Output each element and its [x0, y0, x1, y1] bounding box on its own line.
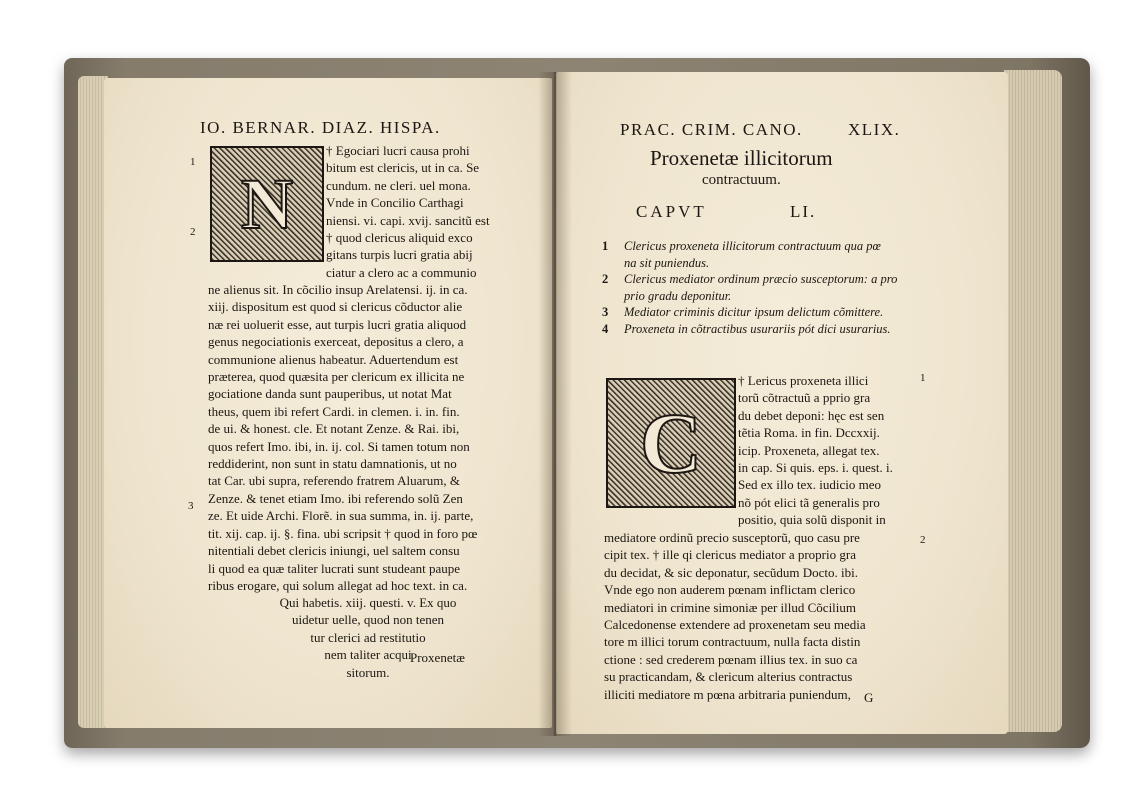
- initial-letter: C: [639, 395, 703, 491]
- chapter-title-line2: contractuum.: [702, 172, 781, 188]
- text-line: reddiderint, non sunt in statu damnationis, ut no: [208, 456, 457, 472]
- text-line: xiij. dispositum est quod si clericus cõductor alie: [208, 299, 463, 315]
- text-line: bitum est clericis, ut in ca. Se: [326, 160, 480, 176]
- text-line: torũ cõtractuũ a pprio gra: [738, 390, 871, 406]
- summary-item-2-cont: prio gradu deponitur.: [624, 288, 732, 303]
- text-line: ze. Et uide Archi. Florẽ. in sua summa, in. ij. parte,: [208, 508, 474, 524]
- text-line: tore m illici torum contractuum, nulla facta distin: [604, 634, 861, 650]
- summary-item-2: 2 Clericus mediator ordinum præcio susceptorum: a pro: [602, 272, 898, 287]
- text-line: genus negociationis exerceat, depositus a clero, a: [208, 334, 464, 350]
- right-page-edges: [1004, 70, 1062, 732]
- text-line: tur clerici ad restitutio: [310, 629, 426, 645]
- text-line: Vnde ego non auderem pœnam inflictam clerico: [604, 582, 856, 598]
- text-line: uidetur uelle, quod non tenen: [292, 612, 444, 628]
- text-line: su practicandam, & clericum alterius contractus: [604, 669, 853, 685]
- text-line: cundum. ne cleri. uel mona.: [326, 177, 471, 193]
- book-gutter: [538, 72, 572, 736]
- text-line: illiciti mediatore m pœna arbitraria puniendum,: [604, 686, 851, 702]
- left-text-beside-initial: [326, 142, 526, 281]
- text-line: tat Car. ubi supra, referendo fratrem Aluarum, &: [208, 473, 460, 489]
- right-body-text: [604, 529, 914, 703]
- right-text-beside-initial: [738, 372, 910, 529]
- left-margin-number-2: 2: [190, 226, 196, 238]
- text-line: præterea, quod quæsita per clericum ex illicita ne: [208, 369, 465, 385]
- caput-label: CAPVT: [636, 202, 707, 221]
- text-line: nitentiali debet clericis iniungi, uel saltem consu: [208, 543, 460, 559]
- left-margin-number-1: 1: [190, 156, 196, 168]
- chapter-title-line1: Proxenetæ illicitorum: [650, 146, 833, 170]
- text-line: Zenze. & tenet etiam Imo. ibi referendo solũ Zen: [208, 490, 463, 506]
- summary-item-1: 1 Clericus proxeneta illicitorum contractuum qua pœ: [602, 239, 881, 253]
- text-line: mediatori in crimine simoniæ per illud Cõcilium: [604, 599, 857, 615]
- text-line: Sed ex illo tex. iudicio meo: [738, 477, 881, 493]
- text-line: ribus erogare, qui solum allegat ad hoc text. in ca.: [208, 577, 468, 593]
- text-line: cipit tex. † ille qi clericus mediator a proprio gra: [604, 547, 856, 563]
- text-line: communione alienus habeatur. Aduertendum est: [208, 351, 459, 367]
- text-line: Qui habetis. xiij. questi. v. Ex quo: [279, 595, 457, 610]
- summary-item-1-cont: na sit puniendus.: [624, 255, 710, 270]
- left-body-text: [208, 281, 528, 594]
- signature-mark: G: [864, 690, 874, 705]
- summary-item-4: 4 Proxeneta in cõtractibus usurariis pót dici usurarius.: [602, 321, 891, 336]
- text-line: tit. xij. cap. ij. §. fina. ubi scripsit † quod in foro pœ: [208, 525, 478, 541]
- left-margin-number-3: 3: [188, 500, 194, 512]
- text-line: † Egociari lucri causa prohi: [326, 143, 470, 158]
- initial-letter: N: [241, 163, 293, 244]
- text-line: ctione : sed crederem pœnam illius tex. in suo ca: [604, 651, 858, 667]
- text-line: mediatore ordinũ precio susceptorũ, quo casu pre: [604, 530, 860, 545]
- text-line: nõ pót elici tã generalis pro: [738, 494, 880, 510]
- text-line: icip. Proxeneta, allegat tex.: [738, 442, 880, 458]
- right-margin-number-1: 1: [920, 372, 926, 384]
- text-line: du decidat, & sic deponatur, secũdum Docto. ibi.: [604, 564, 859, 580]
- right-running-head: PRAC. CRIM. CANO.: [620, 120, 803, 139]
- decorated-initial-c: [606, 378, 736, 508]
- text-line: positio, quia solũ disponit in: [738, 512, 886, 528]
- left-closing-text: [208, 594, 528, 681]
- text-line: niensi. vi. capi. xvij. sancitũ est: [326, 212, 490, 228]
- summary-item-3: 3 Mediator criminis dicitur ipsum delictum cõmittere.: [602, 305, 884, 320]
- right-page: [556, 72, 1008, 734]
- text-line: li quod ea quæ taliter lucrati sunt studeant paupe: [208, 560, 460, 576]
- left-running-head: IO. BERNAR. DIAZ. HISPA.: [200, 118, 441, 137]
- text-line: † Lericus proxeneta illici: [738, 373, 869, 388]
- text-line: næ rei uoluerit esse, aut turpis lucri gratia aliquod: [208, 316, 467, 332]
- caput-number: LI.: [790, 202, 817, 221]
- text-line: Calcedonense extendere ad proxenetam seu media: [604, 617, 866, 633]
- text-line: tẽtia Roma. in fin. Dccxxij.: [738, 425, 880, 441]
- text-line: sitorum.: [346, 664, 390, 680]
- folio-number: XLIX.: [848, 120, 901, 139]
- text-line: ne alienus sit. In cõcilio insup Arelatensi. ij. in ca.: [208, 282, 468, 297]
- text-line: ciatur a clero ac a communio: [326, 264, 477, 280]
- text-line: in cap. Si quis. eps. i. quest. i.: [738, 460, 893, 476]
- text-line: de ui. & honest. cle. Et notant Zenze. & Rai. ibi,: [208, 421, 460, 437]
- text-line: gociatione danda sunt pauperibus, ut notat Mat: [208, 386, 452, 402]
- text-line: du debet deponi: hęc est sen: [738, 407, 885, 423]
- catchword: Proxenetæ: [410, 650, 465, 665]
- left-page: [104, 78, 552, 728]
- text-line: Vnde in Concilio Carthagi: [326, 195, 464, 211]
- chapter-summary: [602, 238, 952, 338]
- text-line: theus, quem ibi refert Cardi. in clemen. i. in. fin.: [208, 403, 460, 419]
- text-line: gitans turpis lucri gratia abij: [326, 247, 473, 263]
- text-line: nem taliter acqui: [324, 647, 412, 663]
- right-margin-number-2: 2: [920, 534, 926, 546]
- text-line: † quod clericus aliquid exco: [326, 230, 473, 246]
- text-line: quos refert Imo. ibi, in. ij. col. Si tamen totum non: [208, 438, 470, 454]
- decorated-initial-n: [210, 146, 324, 262]
